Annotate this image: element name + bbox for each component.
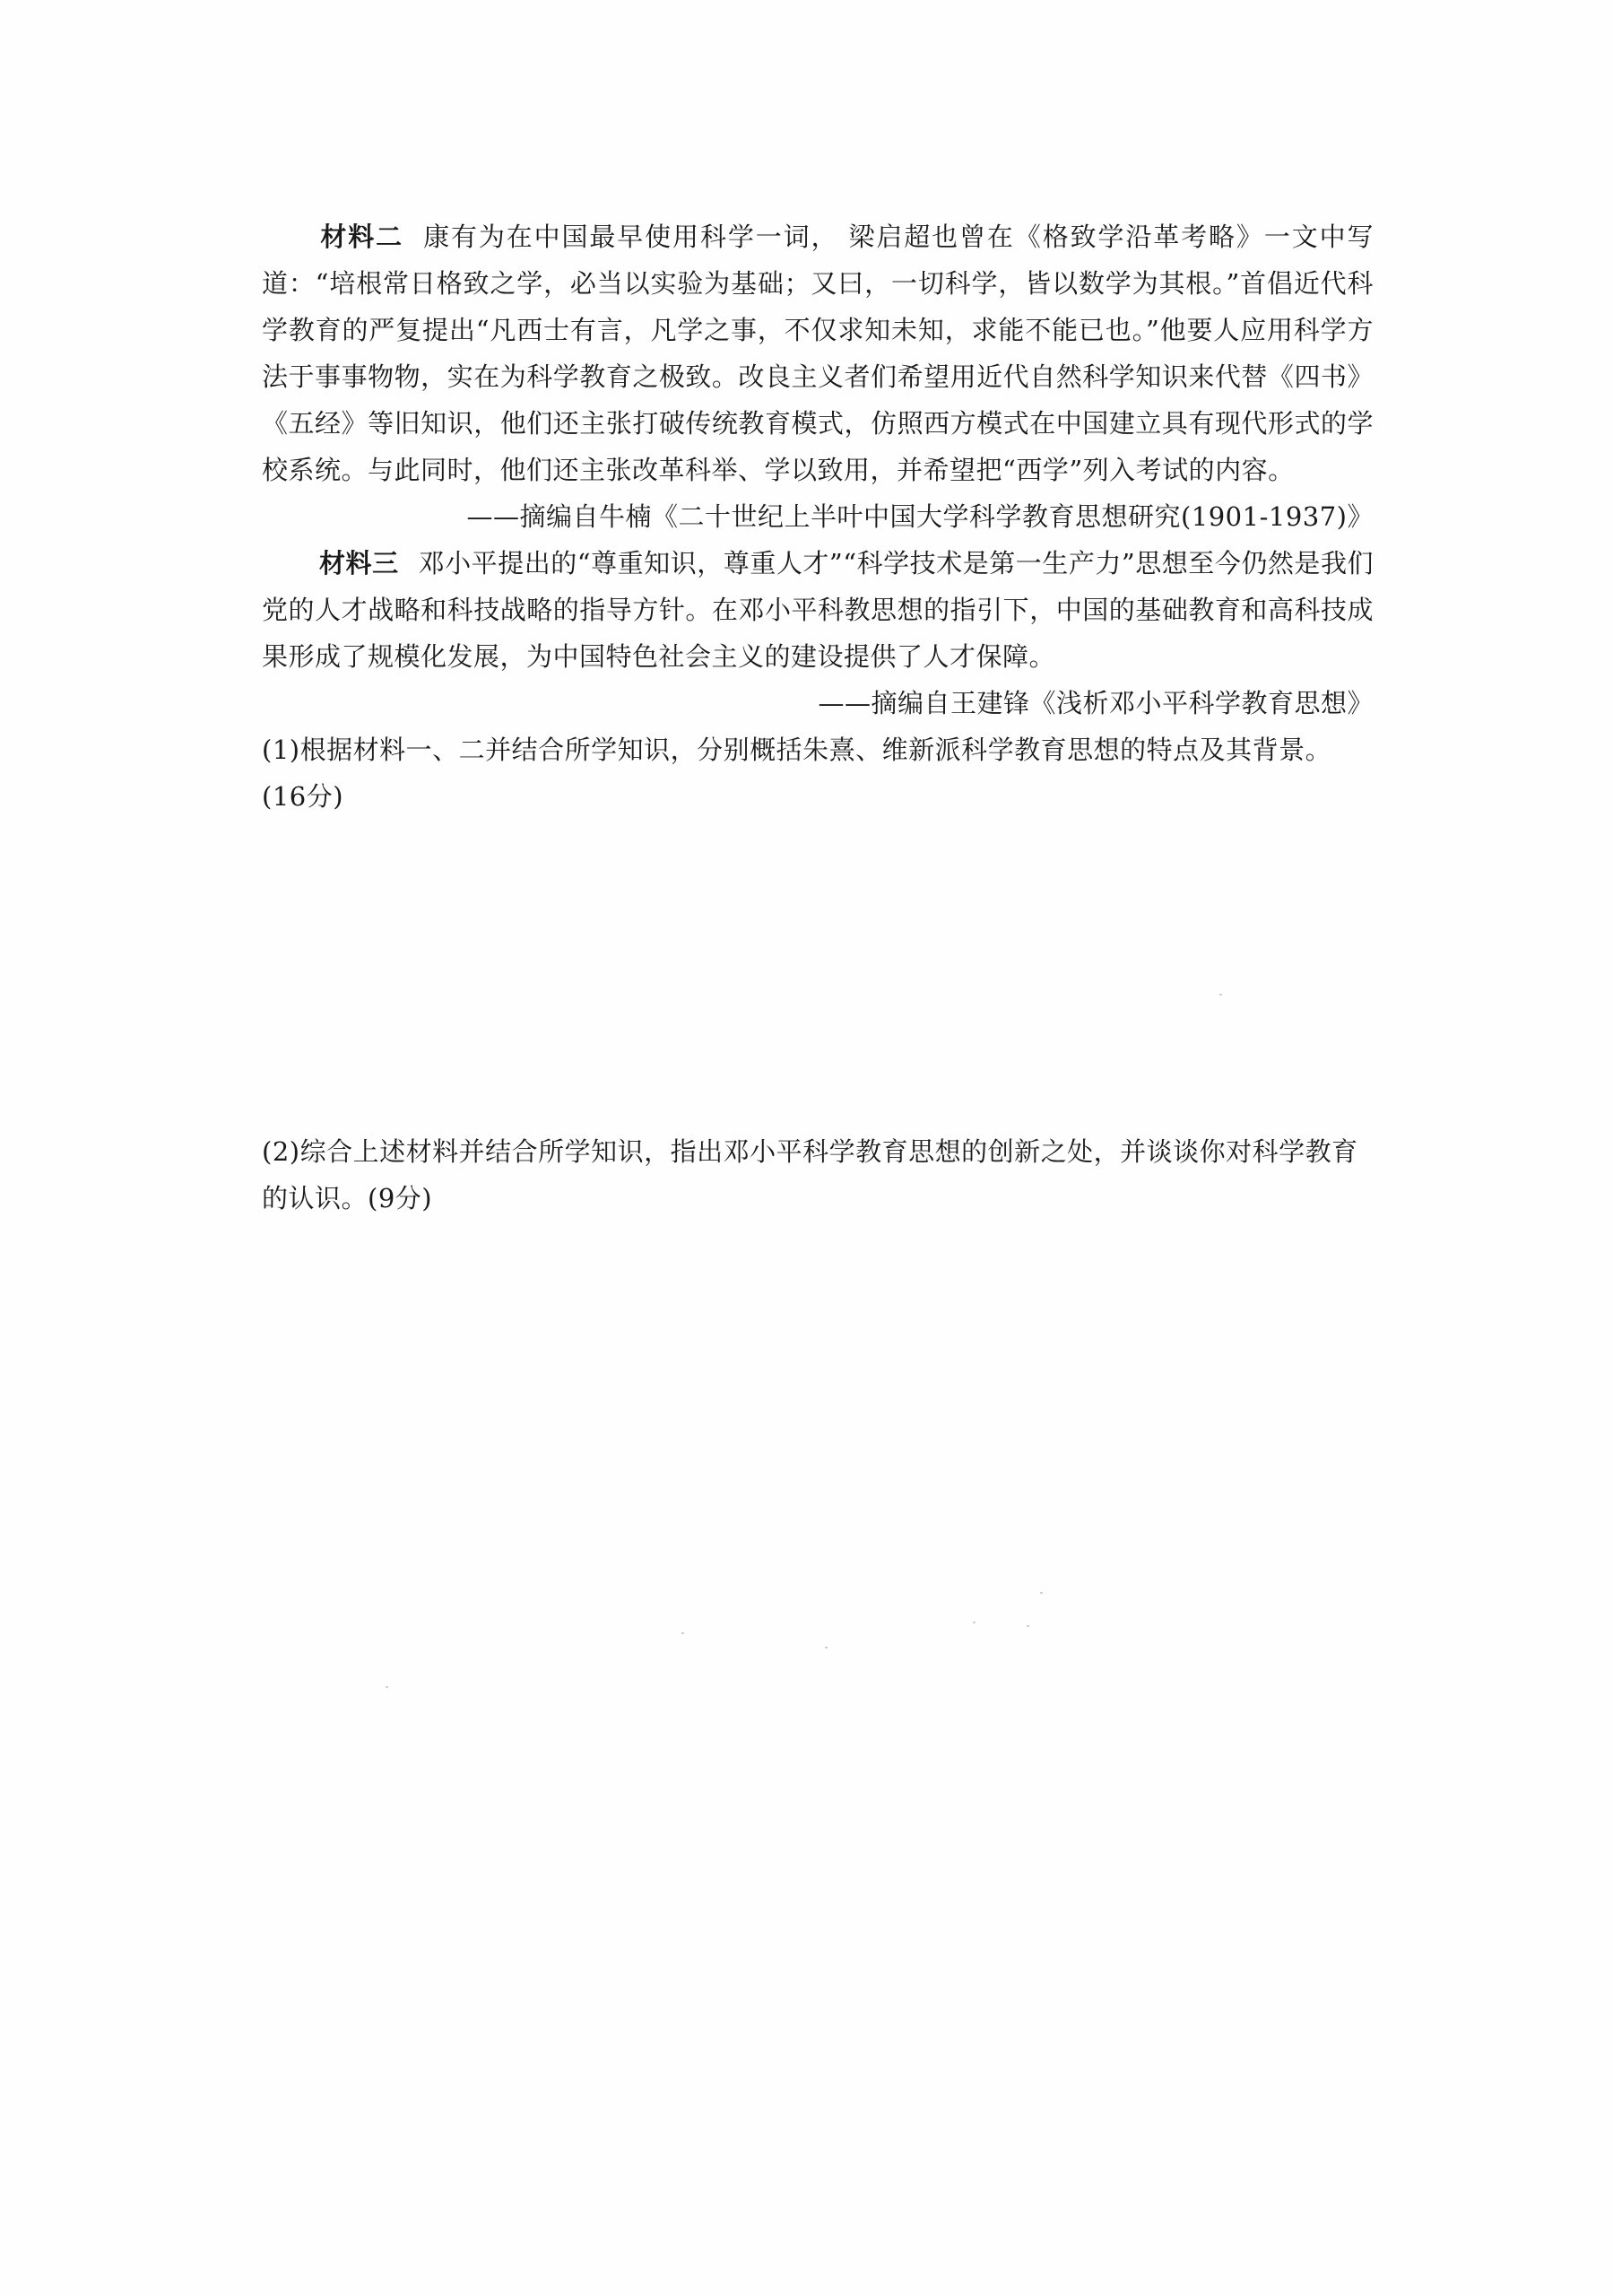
- material-three-source: ——摘编自王建锋《浅析邓小平科学教育思想》: [818, 688, 1374, 718]
- scan-speck: [1040, 1592, 1043, 1594]
- scan-speck: [1027, 1625, 1029, 1627]
- material-three-text: 邓小平提出的“尊重知识，尊重人才”“科学技术是第一生产力”思想至今仍然是我们党的人才战略和科技战略的指导方针。在邓小平科教思想的指引下，中国的基础教育和高科技成果形成了规模化发展，为中国特色社会主义的建设提供了人才保障。: [262, 548, 1374, 672]
- materials-section: [262, 213, 1374, 820]
- material-two-text: 康有为在中国最早使用科学一词， 梁启超也曾在《格致学沿革考略》一文中写道：“培根常日格致之学，必当以实验为基础；又曰，一切科学，皆以数学为其根。”首倡近代科学教育的严复提出“凡西士有言，凡学之事，不仅求知未知，求能不能已也。”他要人应用科学方法于事事物物，实在为科学教育之极致。改良主义者们希望用近代自然科学知识来代替《四书》《五经》等旧知识，他们还主张打破传统教育模式，仿照西方模式在中国建立具有现代形式的学校系统。与此同时，他们还主张改革科举、学以致用，并希望把“西学”列入考试的内容。: [262, 222, 1374, 485]
- scan-speck: [825, 1647, 828, 1648]
- material-three-paragraph: [262, 540, 1374, 680]
- material-two-label: 材料二: [319, 222, 404, 252]
- material-three-label: 材料三: [319, 548, 399, 578]
- material-two-paragraph: [262, 213, 1374, 493]
- scan-speck: [1219, 994, 1222, 996]
- scan-speck: [386, 1686, 388, 1688]
- question-two-section: [262, 1128, 1374, 1222]
- question-one: (1)根据材料一、二并结合所学知识，分别概括朱熹、维新派科学教育思想的特点及其背景。(16分): [262, 735, 1332, 812]
- material-two-source: ——摘编自牛楠《二十世纪上半叶中国大学科学教育思想研究(1901-1937)》: [466, 501, 1374, 532]
- scan-speck: [973, 1622, 976, 1623]
- scan-speck: [681, 1632, 684, 1634]
- question-two: (2)综合上述材料并结合所学知识，指出邓小平科学教育思想的创新之处，并谈谈你对科学教育的认识。(9分): [262, 1136, 1358, 1213]
